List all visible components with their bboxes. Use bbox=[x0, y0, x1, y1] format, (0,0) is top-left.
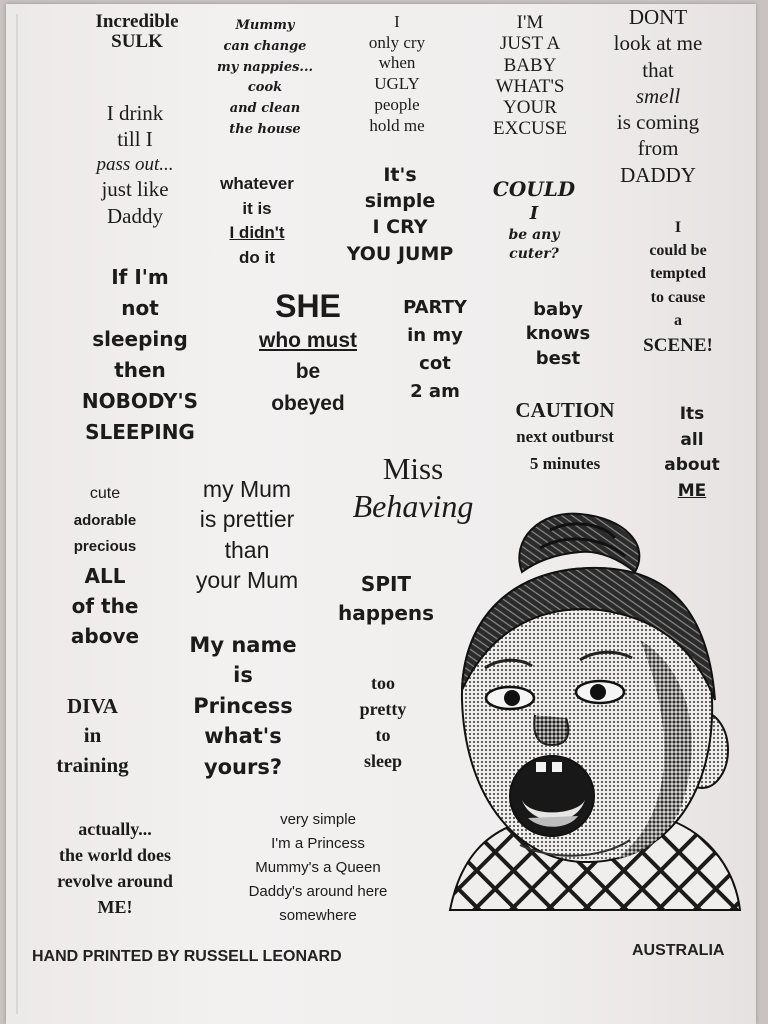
saying-line: what's bbox=[204, 724, 282, 749]
saying-line: Daddy's around here bbox=[248, 883, 388, 900]
saying-line: is prettier bbox=[199, 506, 295, 533]
saying-line: cook bbox=[247, 80, 283, 96]
saying-she-obeyed bbox=[238, 288, 378, 419]
saying-line: ME! bbox=[97, 897, 133, 918]
saying-line: revolve around bbox=[57, 871, 173, 892]
saying-line: pretty bbox=[359, 699, 407, 720]
saying-line: my nappies... bbox=[217, 59, 313, 75]
saying-line: Daddy bbox=[107, 203, 163, 228]
saying-line: simple bbox=[364, 190, 436, 213]
saying-line: whatever bbox=[220, 174, 294, 193]
saying-line: that bbox=[642, 57, 674, 82]
fabric-fold bbox=[16, 14, 18, 1014]
saying-line: in bbox=[83, 723, 102, 748]
saying-line: I'M bbox=[516, 12, 544, 33]
saying-princess-name bbox=[182, 630, 304, 782]
saying-line: do it bbox=[239, 247, 275, 267]
saying-line: cot bbox=[419, 352, 451, 374]
saying-line: I didn't bbox=[229, 223, 285, 243]
saying-mummy-nappies bbox=[200, 16, 330, 141]
saying-line: best bbox=[535, 347, 581, 369]
saying-line: sleep bbox=[364, 751, 402, 772]
saying-line: YOU JUMP bbox=[346, 242, 454, 265]
saying-line: could be bbox=[649, 242, 707, 260]
saying-baby-knows bbox=[508, 298, 608, 371]
saying-whatever bbox=[202, 172, 312, 271]
saying-line: Miss bbox=[382, 451, 444, 486]
saying-line: I drink bbox=[106, 101, 164, 125]
saying-line: 2 am bbox=[410, 380, 460, 402]
saying-line: PARTY bbox=[403, 297, 467, 318]
saying-line: pass out... bbox=[96, 153, 174, 175]
saying-line: is bbox=[233, 663, 253, 688]
saying-incredible-sulk bbox=[78, 12, 196, 52]
saying-line: DONT bbox=[628, 5, 688, 29]
saying-line: to bbox=[375, 725, 391, 746]
saying-line: look at me bbox=[613, 31, 703, 56]
saying-line: I bbox=[529, 203, 539, 225]
saying-line: I bbox=[394, 12, 400, 31]
saying-line: SHE bbox=[275, 288, 341, 324]
saying-line: adorable bbox=[73, 512, 137, 529]
saying-line: happens bbox=[337, 601, 435, 625]
saying-line: about bbox=[664, 455, 720, 475]
saying-spit bbox=[326, 570, 446, 628]
saying-line: the house bbox=[229, 121, 301, 137]
saying-line: CAUTION bbox=[515, 398, 615, 422]
saying-line: Princess bbox=[193, 693, 293, 718]
saying-line: NOBODY'S bbox=[81, 389, 199, 413]
saying-line: Behaving bbox=[352, 488, 474, 525]
saying-line: If I'm bbox=[111, 265, 169, 289]
saying-cute-all bbox=[55, 480, 155, 651]
saying-line: DADDY bbox=[620, 162, 696, 187]
footer-country: AUSTRALIA bbox=[632, 942, 725, 959]
saying-line: precious bbox=[73, 538, 137, 556]
saying-line: is coming bbox=[616, 110, 700, 134]
saying-line: till I bbox=[117, 127, 153, 152]
saying-line: hold me bbox=[369, 115, 425, 135]
saying-world-revolve bbox=[36, 816, 194, 920]
saying-line: very simple bbox=[280, 811, 356, 828]
saying-line: next outburst bbox=[516, 427, 614, 447]
saying-line: I'm a Princess bbox=[271, 835, 365, 852]
saying-line: My name bbox=[189, 633, 297, 657]
saying-line: a bbox=[674, 311, 682, 329]
saying-line: Mummy's a Queen bbox=[255, 859, 381, 876]
saying-line: YOUR bbox=[503, 97, 557, 119]
saying-line: your Mum bbox=[195, 567, 299, 594]
saying-line: yours? bbox=[203, 754, 283, 779]
saying-line: just like bbox=[101, 177, 169, 202]
saying-line: smell bbox=[635, 83, 681, 108]
saying-dont-look bbox=[596, 4, 720, 188]
saying-caution bbox=[490, 398, 640, 478]
saying-about-me bbox=[656, 402, 728, 504]
saying-line: all bbox=[680, 429, 704, 450]
saying-line: then bbox=[114, 358, 166, 382]
saying-line: I bbox=[674, 219, 682, 236]
saying-line: people bbox=[374, 94, 420, 114]
saying-line: and clean bbox=[229, 101, 301, 117]
saying-line: be any bbox=[508, 227, 560, 244]
saying-line: tempted bbox=[650, 265, 706, 283]
saying-line: in my bbox=[407, 324, 463, 346]
saying-could-cuter bbox=[484, 176, 584, 263]
saying-line: It's bbox=[383, 164, 417, 186]
saying-line: WHAT'S bbox=[495, 75, 565, 97]
saying-line: training bbox=[56, 752, 129, 777]
saying-diva bbox=[40, 692, 145, 780]
saying-line: knows bbox=[525, 323, 591, 345]
saying-line: COULD bbox=[492, 177, 576, 201]
saying-line: SCENE! bbox=[643, 334, 713, 356]
saying-line: baby bbox=[533, 299, 583, 320]
saying-line: my Mum bbox=[202, 476, 292, 502]
saying-line: actually... bbox=[78, 819, 152, 839]
saying-line: above bbox=[70, 623, 140, 648]
saying-line: Its bbox=[679, 404, 705, 424]
saying-just-a-baby bbox=[474, 12, 586, 140]
saying-line: when bbox=[378, 53, 416, 73]
saying-line: Mummy bbox=[235, 18, 295, 33]
saying-line: SPIT bbox=[360, 572, 412, 596]
saying-line: be bbox=[295, 360, 321, 384]
saying-line: than bbox=[224, 536, 270, 563]
saying-line: ALL bbox=[84, 563, 126, 588]
saying-very-simple bbox=[216, 808, 420, 928]
saying-line: 5 minutes bbox=[529, 454, 601, 474]
saying-line: JUST A bbox=[499, 33, 561, 55]
saying-line: EXCUSE bbox=[493, 118, 567, 140]
saying-line: obeyed bbox=[271, 391, 345, 415]
saying-too-pretty bbox=[334, 670, 432, 774]
saying-line: SULK bbox=[111, 30, 163, 52]
saying-line: cute bbox=[89, 485, 121, 502]
saying-line: I CRY bbox=[372, 216, 428, 239]
saying-line: somewhere bbox=[279, 907, 357, 924]
saying-line: BABY bbox=[503, 54, 557, 76]
saying-simple-cry bbox=[330, 162, 470, 267]
saying-not-sleeping bbox=[60, 262, 220, 448]
saying-line: to cause bbox=[650, 288, 706, 306]
saying-line: of the bbox=[71, 593, 139, 618]
footer-credit: HAND PRINTED BY RUSSELL LEONARD bbox=[32, 948, 342, 965]
saying-line: not bbox=[121, 296, 159, 320]
saying-line: too bbox=[371, 673, 395, 693]
saying-line: the world does bbox=[59, 845, 171, 866]
saying-mum-prettier bbox=[178, 474, 316, 595]
saying-line: only cry bbox=[368, 32, 426, 52]
saying-line: Incredible bbox=[95, 11, 179, 32]
saying-line: DIVA bbox=[67, 694, 118, 718]
saying-line: who must bbox=[259, 328, 357, 352]
saying-line: sleeping bbox=[92, 327, 188, 351]
saying-tempted bbox=[630, 216, 726, 359]
saying-only-cry bbox=[342, 12, 452, 136]
saying-line: ME bbox=[677, 480, 707, 501]
saying-line: from bbox=[637, 136, 679, 161]
screaming-baby-illustration bbox=[440, 500, 745, 915]
saying-line: can change bbox=[223, 38, 307, 54]
saying-party bbox=[390, 294, 480, 406]
saying-line: UGLY bbox=[374, 74, 420, 94]
saying-line: it is bbox=[242, 198, 272, 218]
saying-line: SLEEPING bbox=[85, 420, 195, 444]
saying-line: cuter? bbox=[509, 245, 559, 262]
saying-drink-till bbox=[70, 100, 200, 229]
